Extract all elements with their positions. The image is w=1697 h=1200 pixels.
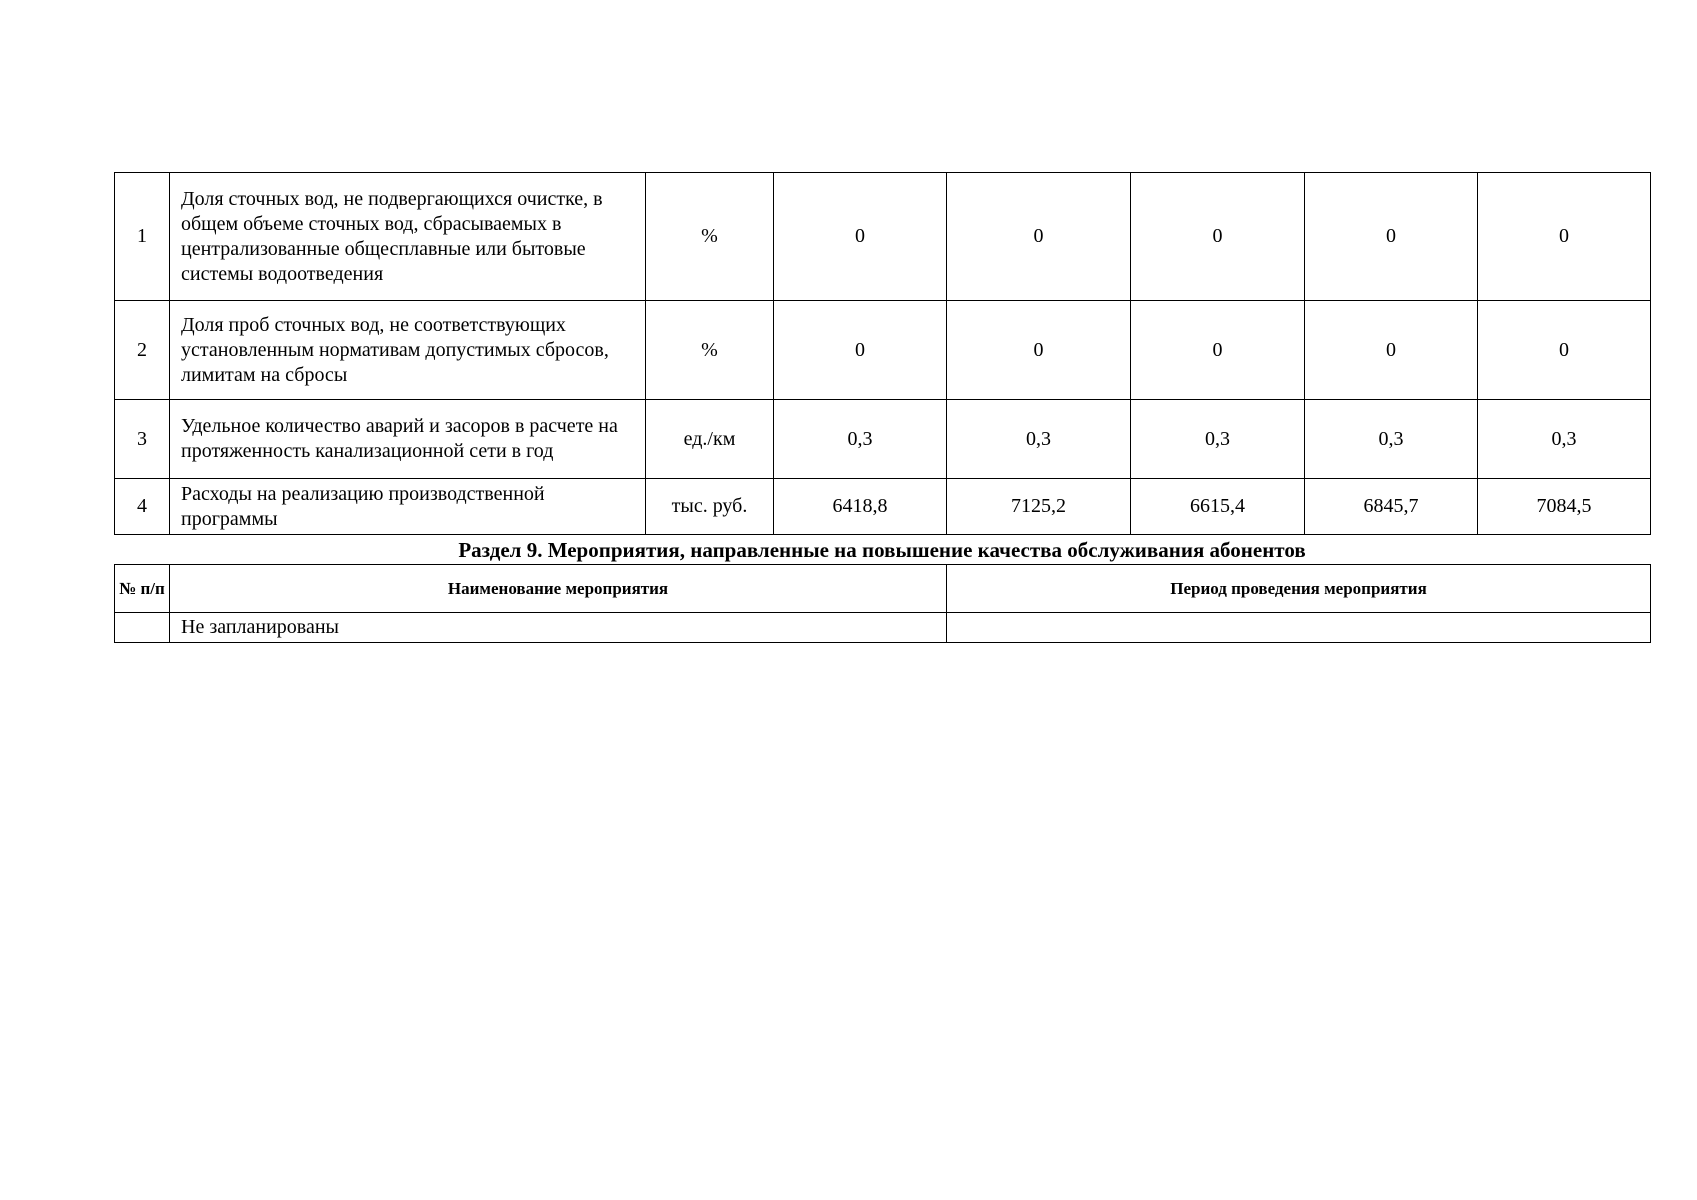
row-number: 2 — [115, 301, 170, 400]
indicator-value: 0,3 — [947, 400, 1131, 479]
indicator-value: 6615,4 — [1131, 479, 1305, 535]
indicator-name: Удельное количество аварий и засоров в расчете на протяженность канализационной сети в год — [170, 400, 646, 479]
indicator-value: 7125,2 — [947, 479, 1131, 535]
indicator-value: 0 — [1305, 173, 1478, 301]
indicator-value: 6418,8 — [774, 479, 947, 535]
indicator-name: Расходы на реализацию производственной программы — [170, 479, 646, 535]
indicator-value: 7084,5 — [1478, 479, 1651, 535]
table-header-row — [115, 565, 1651, 613]
indicator-value: 0 — [774, 173, 947, 301]
indicator-value: 0,3 — [1131, 400, 1305, 479]
indicator-unit: тыс. руб. — [646, 479, 774, 535]
event-name: Не запланированы — [170, 613, 947, 643]
row-number: 4 — [115, 479, 170, 535]
indicator-value: 0 — [1305, 301, 1478, 400]
table-row — [115, 613, 1651, 643]
table-row — [115, 400, 1651, 479]
indicator-value: 0 — [1131, 173, 1305, 301]
event-period — [947, 613, 1651, 643]
indicator-name: Доля проб сточных вод, не соответствующих установленным нормативам допустимых сбросов, лимитам на сбросы — [170, 301, 646, 400]
indicator-name: Доля сточных вод, не подвергающихся очистке, в общем объеме сточных вод, сбрасываемых в централизованные общесплавные или бытовые системы водоотведения — [170, 173, 646, 301]
indicator-value: 6845,7 — [1305, 479, 1478, 535]
indicator-value: 0 — [947, 301, 1131, 400]
section-title: Раздел 9. Мероприятия, направленные на повышение качества обслуживания абонентов — [458, 538, 1306, 562]
indicator-unit: % — [646, 301, 774, 400]
column-header-name: Наименование мероприятия — [170, 565, 947, 613]
indicator-value: 0,3 — [1305, 400, 1478, 479]
row-number: 1 — [115, 173, 170, 301]
table-row — [115, 479, 1651, 535]
indicators-table — [114, 172, 1651, 535]
indicator-value: 0 — [947, 173, 1131, 301]
indicator-value: 0 — [1478, 301, 1651, 400]
row-number — [115, 613, 170, 643]
indicator-value: 0 — [1478, 173, 1651, 301]
indicator-value: 0,3 — [774, 400, 947, 479]
column-header-period: Период проведения мероприятия — [947, 565, 1651, 613]
column-header-number: № п/п — [115, 565, 170, 613]
indicator-unit: % — [646, 173, 774, 301]
events-table — [114, 564, 1651, 643]
indicator-value: 0,3 — [1478, 400, 1651, 479]
table-row — [115, 301, 1651, 400]
row-number: 3 — [115, 400, 170, 479]
indicator-value: 0 — [774, 301, 947, 400]
indicator-value: 0 — [1131, 301, 1305, 400]
table-row — [115, 173, 1651, 301]
indicator-unit: ед./км — [646, 400, 774, 479]
